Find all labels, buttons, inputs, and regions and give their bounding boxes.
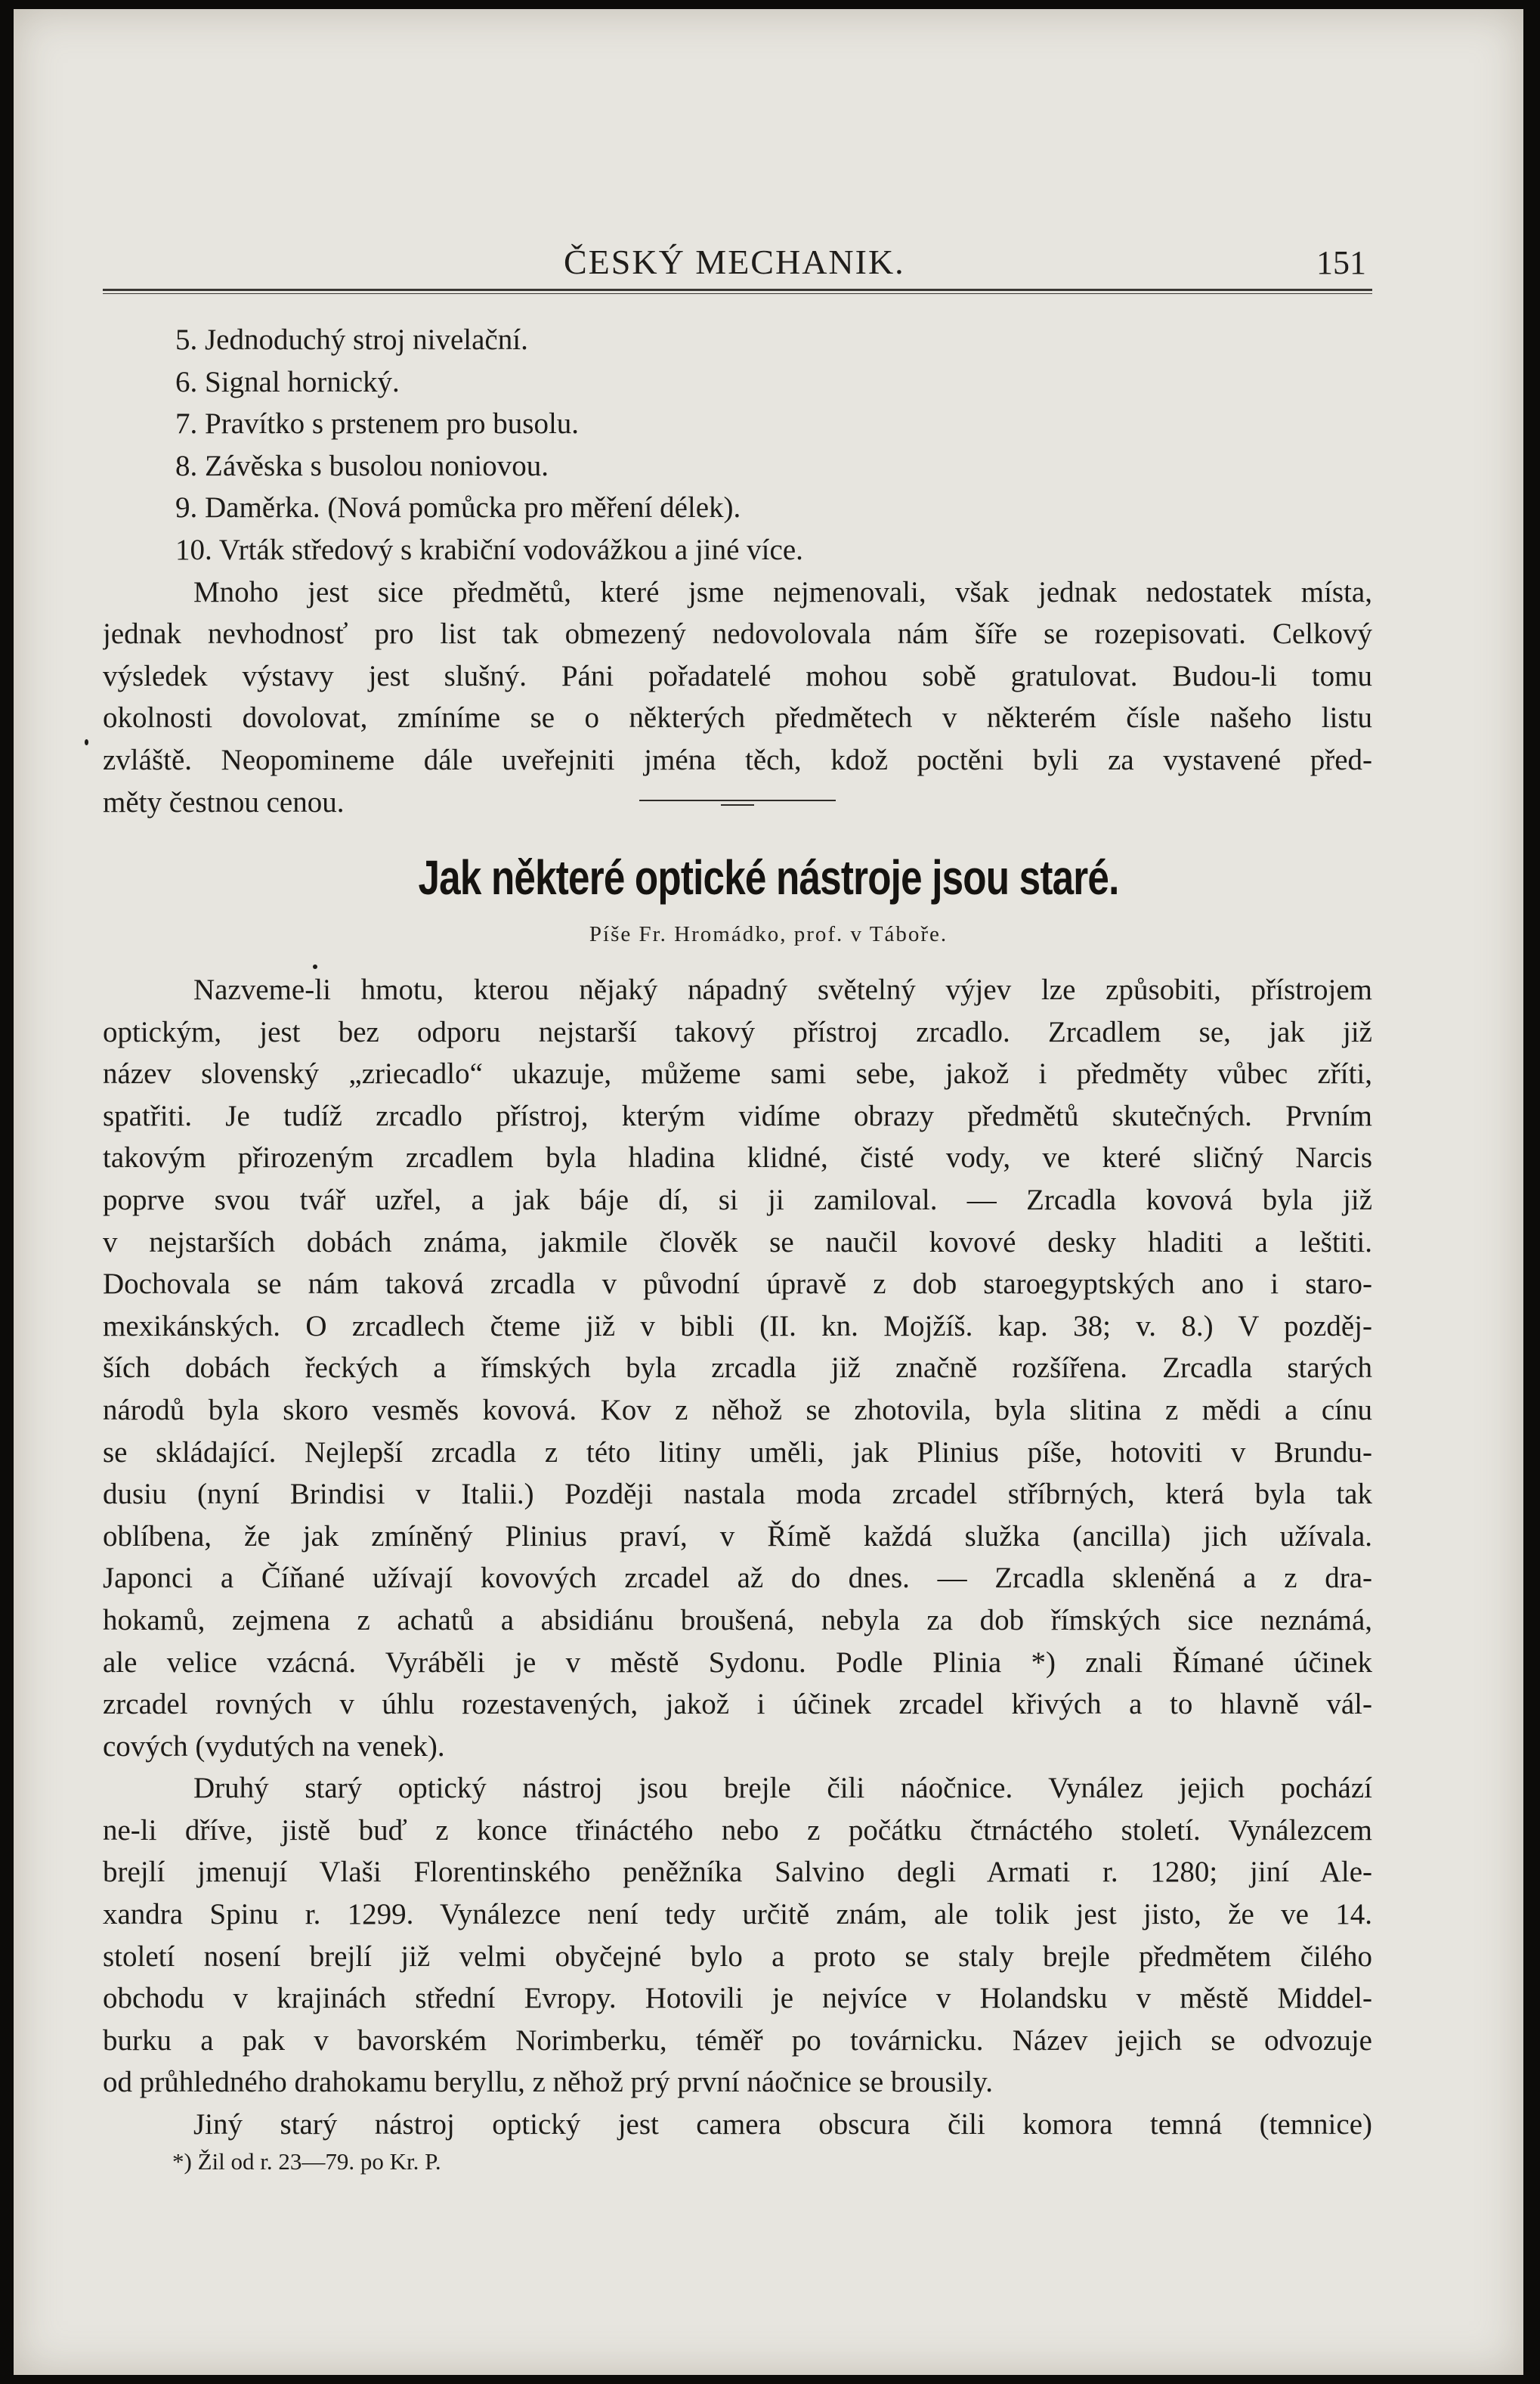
article-line: zrcadel rovných v úhlu rozestavených, jakož i účinek zrcadel křivých a to hlavně vál- <box>103 1688 1372 1721</box>
article-line: hokamů, zejmena z achatů a absidiánu broušená, nebyla za dob římských sice neznámá, <box>103 1603 1372 1636</box>
print-speck <box>313 964 317 969</box>
article-line: cových (vydutých na venek). <box>103 1729 445 1763</box>
list-item: 7. Pravítko s prstenem pro busolu. <box>175 407 580 441</box>
article-body <box>103 969 1372 2146</box>
article-title: Jak některé optické nástroje jsou staré. <box>418 850 1119 905</box>
list-item: 6. Signal hornický. <box>175 365 400 398</box>
running-title: ČESKÝ MECHANIK. <box>564 243 905 281</box>
list-item: 8. Závěska s busolou noniovou. <box>175 449 549 482</box>
article-line: ale velice vzácná. Vyráběli je v městě Sydonu. Podle Plinia *) znali Římané účinek <box>103 1646 1372 1679</box>
article-line: ne-li dříve, jistě buď z konce třináctého nebo z počátku čtrnáctého století. Vynálezcem <box>103 1813 1372 1847</box>
print-speck <box>85 739 88 745</box>
header-rule <box>103 289 1372 294</box>
article-line: brejlí jmenují Vlaši Florentinského peněžníka Salvino degli Armati r. 1280; jiní Ale- <box>103 1856 1372 1889</box>
article-line: burku a pak v bavorském Norimberku, téměř po továrnicku. Název jejich se odvozuje <box>103 2023 1372 2057</box>
article-line: se skládající. Nejlepší zrcadla z této litiny uměli, jak Plinius píše, hotoviti v Brundu- <box>103 1435 1372 1469</box>
article-line: Druhý starý optický nástroj jsou brejle čili náočnice. Vynález jejich pochází <box>193 1772 1372 1805</box>
article-line: optickým, jest bez odporu nejstarší takový přístroj zrcadlo. Zrcadlem se, jak již <box>103 1015 1372 1048</box>
page-number: 151 <box>1316 244 1366 281</box>
article-line: dusiu (nyní Brindisi v Italii.) Později nastala moda zrcadel stříbrných, která byla tak <box>103 1478 1372 1511</box>
paragraph-line: zvláště. Neopomineme dále uveřejniti jména těch, kdož poctěni byli za vystavené před- <box>103 743 1372 776</box>
page-header <box>103 228 1372 289</box>
article-line: název slovenský „zriecadlo“ ukazuje, můžeme sami sebe, jakož i předměty vůbec zříti, <box>103 1057 1372 1091</box>
article-line: Dochovala se nám taková zrcadla v původní úpravě z dob staroegyptských ano i staro- <box>103 1268 1372 1301</box>
list-item: 9. Daměrka. (Nová pomůcka pro měření délek). <box>175 491 741 525</box>
article-line: spatřiti. Je tudíž zrcadlo přístroj, kterým vidíme obrazy předmětů skutečných. Prvním <box>103 1099 1372 1132</box>
paragraph-line: okolnosti dovolovat, zmíníme se o některých předmětech v některém čísle našeho listu <box>103 701 1372 735</box>
article-line: od průhledného drahokamu beryllu, z něhož prý první náočnice se brousily. <box>103 2066 993 2099</box>
paragraph-line: jednak nevhodnosť pro list tak obmezený nedovolovala nám šíře se rozepisovati. Celkový <box>103 618 1372 651</box>
article-line: takovým přirozeným zrcadlem byla hladina klidné, čisté vody, ve které sličný Narcis <box>103 1141 1372 1175</box>
article-line: v nejstarších dobách známa, jakmile člověk se naučil kovové desky hladiti a leštiti. <box>103 1225 1372 1259</box>
paragraph-line: Mnoho jest sice předmětů, které jsme nejmenovali, však jednak nedostatek místa, <box>193 575 1372 608</box>
article-line: poprve svou tvář uzřel, a jak báje dí, si ji zamiloval. — Zrcadla kovová byla již <box>103 1183 1372 1216</box>
article-line: ších dobách řeckých a římských byla zrcadla již značně rozšířena. Zrcadla starých <box>103 1351 1372 1385</box>
footnote: *) Žil od r. 23—79. po Kr. P. <box>172 2148 441 2175</box>
article-line: obchodu v krajinách střední Evropy. Hotovili je nejvíce v Holandsku v městě Middel- <box>103 1982 1372 2015</box>
scanned-page <box>14 9 1523 2375</box>
article-line: národů byla skoro vesměs kovová. Kov z něhož se zhotovila, byla slitina z mědi a cínu <box>103 1393 1372 1426</box>
article-line: století nosení brejlí již velmi obyčejné bylo a proto se staly brejle předmětem čilého <box>103 1940 1372 1973</box>
paragraph-line: měty čestnou cenou. <box>103 785 345 819</box>
article-line: xandra Spinu r. 1299. Vynálezce není tedy určitě znám, ale tolik jest jisto, že ve 14. <box>103 1898 1372 1931</box>
list-item: 5. Jednoduchý stroj nivelační. <box>175 324 528 356</box>
article-line: Japonci a Číňané užívají kovových zrcadel až do dnes. — Zrcadla skleněná a z dra- <box>103 1562 1372 1595</box>
list-item: 10. Vrták středový s krabiční vodovážkou a jiné více. <box>175 533 803 566</box>
article-line: mexikánských. O zrcadlech čteme již v bibli (II. kn. Mojžíš. kap. 38; v. 8.) V pozděj- <box>103 1309 1372 1342</box>
paragraph-line: výsledek výstavy jest slušný. Páni pořadatelé mohou sobě gratulovat. Budou-li tomu <box>103 659 1372 692</box>
article-line: Nazveme-li hmotu, kterou nějaký nápadný světelný výjev lze způsobiti, přístrojem <box>193 974 1372 1006</box>
article-line: Jiný starý nástroj optický jest camera obscura čili komora temná (temnice) <box>193 2108 1372 2141</box>
article-line: oblíbena, že jak zmíněný Plinius praví, v Římě každá služka (ancilla) jich užívala. <box>103 1519 1372 1553</box>
exhibition-section <box>103 319 1372 823</box>
section-separator <box>639 800 836 806</box>
article-byline: Píše Fr. Hromádko, prof. v Táboře. <box>589 922 948 946</box>
